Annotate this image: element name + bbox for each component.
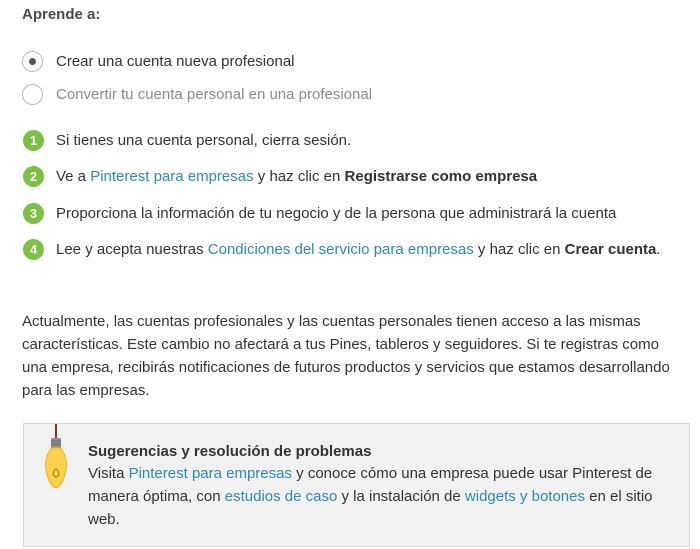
- tip-text-middle: y conoce cómo una empresa puede usar Pinterest de manera óptima, con: [88, 465, 653, 505]
- step-number-badge: 4: [23, 239, 44, 260]
- step-3: [23, 202, 616, 224]
- step-action-bold: Registrarse como empresa: [344, 167, 538, 185]
- step-text-prefix: Ve a: [56, 167, 87, 185]
- step-text-suffix: .: [656, 240, 661, 258]
- widgets-buttons-link[interactable]: widgets y botones: [464, 488, 585, 505]
- step-text-middle: y haz clic en: [257, 167, 341, 185]
- info-paragraph: Actualmente, las cuentas profesionales y las cuentas personales tienen acceso a las mismas características. Este cambio no afectará a tus Pines, tableros y seguidores. Si te registras como una empresa, recibirás notificaciones de futuros productos y servicios que estamos desarrollando para las empresas.: [22, 313, 670, 399]
- step-number-badge: 2: [23, 166, 44, 187]
- tip-text-suffix: en el sitio web.: [88, 488, 653, 528]
- option-label: Crear una cuenta nueva profesional: [56, 52, 295, 70]
- tip-box: [23, 423, 690, 547]
- step-text: Si tienes una cuenta personal, cierra sesión.: [56, 131, 352, 149]
- pinterest-business-link[interactable]: Pinterest para empresas: [128, 465, 292, 482]
- case-studies-link[interactable]: estudios de caso: [224, 488, 338, 505]
- tip-title: Sugerencias y resolución de problemas: [88, 443, 372, 460]
- step-4: [23, 238, 661, 260]
- option-create-business-account[interactable]: [22, 49, 295, 73]
- tip-text-middle: y la instalación de: [341, 488, 465, 505]
- step-text-prefix: Lee y acepta nuestras: [56, 240, 204, 258]
- step-1: [23, 129, 351, 151]
- step-number-badge: 3: [23, 203, 44, 224]
- step-text-middle: y haz clic en: [477, 240, 561, 258]
- tip-text-prefix: Visita: [88, 465, 129, 482]
- option-label: Convertir tu cuenta personal en una profesional: [56, 85, 373, 103]
- step-2: [23, 165, 537, 187]
- radio-dot: [29, 58, 36, 65]
- pinterest-business-link[interactable]: Pinterest para empresas: [90, 167, 254, 185]
- step-text: Proporciona la información de tu negocio y de la persona que administrará la cuenta: [56, 204, 617, 222]
- tip-text: [88, 462, 678, 531]
- option-convert-personal-account[interactable]: [22, 82, 372, 106]
- step-number-badge: 1: [23, 130, 44, 151]
- lightbulb-icon: [42, 424, 70, 494]
- radio-button-selected[interactable]: [22, 51, 43, 72]
- step-action-bold: Crear cuenta: [564, 240, 657, 258]
- learn-title: Aprende a:: [22, 6, 101, 23]
- business-terms-link[interactable]: Condiciones del servicio para empresas: [207, 240, 474, 258]
- radio-button[interactable]: [22, 84, 43, 105]
